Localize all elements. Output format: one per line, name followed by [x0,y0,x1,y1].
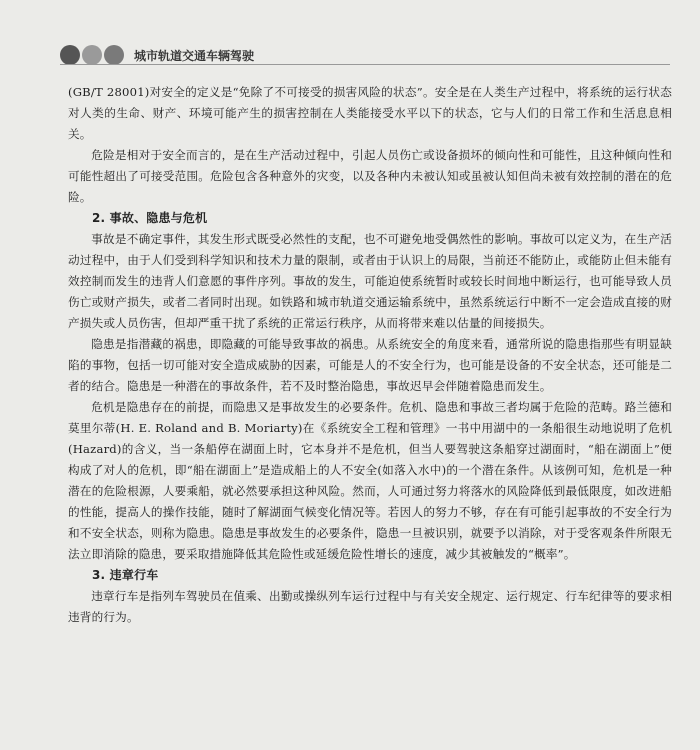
book-title: 城市轨道交通车辆驾驶 [134,48,255,63]
page-body [68,82,672,628]
paragraph-safety-definition: (GB/T 28001)对安全的定义是“免除了不可接受的损害风险的状态”。安全是在人类生产过程中，将系统的运行状态对人类的生命、财产、环境可能产生的损害控制在人类能接受水平以下的状态，它与人们的日常工作和生活息息相关。 [68,85,672,141]
section-heading-accident: 2. 事故、隐患与危机 [92,211,208,225]
header-dot-mid [104,45,124,65]
paragraph-crisis: 危机是隐患存在的前提，而隐患又是事故发生的必要条件。危机、隐患和事故三者均属于危险的范畴。路兰德和莫里尔蒂(H. E. Roland and B. Moriarty)在《系统安全工程和管理》一书中用湖中的一条船很生动地说明了危机(Hazard)的含义，当一条船停在湖面上时，它本身并不是危机，但当人要驾驶这条船穿过湖面时，“船在湖面上”便构成了对人的危机，即“船在湖面上”是造成船上的人不安全(如落入水中)的一个潜在条件。从该例可知，危机是一种潜在的危险根源，人要乘船，就必然要承担这种风险。然而，人可通过努力将落水的风险降低到最低限度，如改进船的性能，提高人的操作技能，随时了解湖面气候变化情况等。若因人的努力不够，存在有可能引起事故的不安全行为和不安全状态，则称为隐患。隐患是事故发生的必要条件，隐患一旦被识别，就要予以消除，对于受客观条件所限无法立即消除的隐患，要采取措施降低其危险性或延缓危险性增长的速度，减少其被触发的“概率”。 [68,400,672,561]
header-dot-light [82,45,102,65]
header-dot-dark [60,45,80,65]
paragraph-accident: 事故是不确定事件，其发生形式既受必然性的支配，也不可避免地受偶然性的影响。事故可以定义为，在生产活动过程中，由于人们受到科学知识和技术力量的限制，或者由于认识上的局限，当前还不能防止，或能防止但未能有效控制而发生的违背人们意愿的事件序列。事故的发生，可能迫使系统暂时或较长时间地中断运行，也可能导致人员伤亡或财产损失，或者二者同时出现。如铁路和城市轨道交通运输系统中，虽然系统运行中断不一定会造成直接的财产损失或人员伤害，但却严重干扰了系统的正常运行秩序，从而将带来难以估量的间接损失。 [68,232,672,330]
paragraph-hidden-danger: 隐患是指潜藏的祸患，即隐藏的可能导致事故的祸患。从系统安全的角度来看，通常所说的隐患指那些有明显缺陷的事物，包括一切可能对安全造成威胁的因素，可能是人的不安全行为，也可能是设备的不安全状态，还可能是二者的结合。隐患是一种潜在的事故条件，若不及时整治隐患，事故迟早会伴随着隐患而发生。 [68,337,672,393]
paragraph-danger: 危险是相对于安全而言的，是在生产活动过程中，引起人员伤亡或设备损坏的倾向性和可能性，且这种倾向性和可能性超出了可接受范围。危险包含各种意外的灾变，以及各种内未被认知或虽被认知但尚未被有效控制的潜在的危险。 [68,148,672,204]
header-divider [60,64,670,65]
page-header [60,40,660,70]
paragraph-violation: 违章行车是指列车驾驶员在值乘、出勤或操纵列车运行过程中与有关安全规定、运行规定、行车纪律等的要求相违背的行为。 [68,589,672,624]
section-heading-violation: 3. 违章行车 [92,568,159,582]
